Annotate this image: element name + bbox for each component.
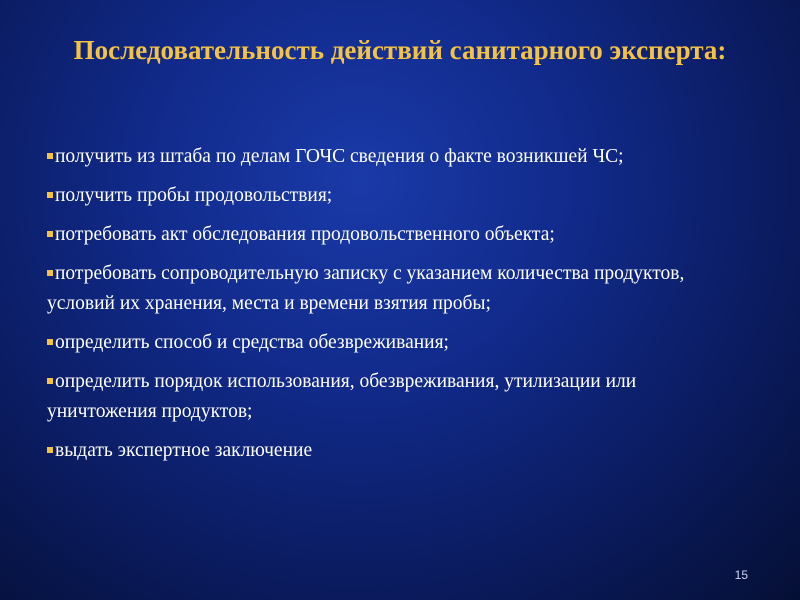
slide-title: Последовательность действий санитарного эксперта: [73, 35, 727, 65]
list-item [47, 328, 747, 358]
square-bullet-icon [47, 339, 53, 345]
list-item [47, 181, 747, 211]
square-bullet-icon [47, 231, 53, 237]
list-item-text: получить из штаба по делам ГОЧС сведения о факте возникшей ЧС; [55, 146, 624, 167]
slide-number: 15 [734, 568, 748, 582]
square-bullet-icon [47, 270, 53, 276]
square-bullet-icon [47, 153, 53, 159]
list-item [47, 436, 747, 466]
list-item-text: определить способ и средства обезвреживания; [55, 332, 449, 353]
list-item-text: потребовать акт обследования продовольственного объекта; [55, 224, 555, 245]
list-item [47, 367, 747, 427]
square-bullet-icon [47, 447, 53, 453]
square-bullet-icon [47, 378, 53, 384]
list-item-text: получить пробы продовольствия; [55, 185, 333, 206]
list-item [47, 220, 747, 250]
bullet-list [47, 142, 747, 475]
list-item-text: выдать экспертное заключение [55, 440, 313, 461]
list-item [47, 142, 747, 172]
list-item-text: определить порядок использования, обезвреживания, утилизации или уничтожения продуктов; [47, 371, 637, 422]
list-item-text: потребовать сопроводительную записку с указанием количества продуктов, условий их хранения, места и времени взятия пробы; [47, 263, 685, 314]
list-item [47, 259, 747, 319]
square-bullet-icon [47, 192, 53, 198]
